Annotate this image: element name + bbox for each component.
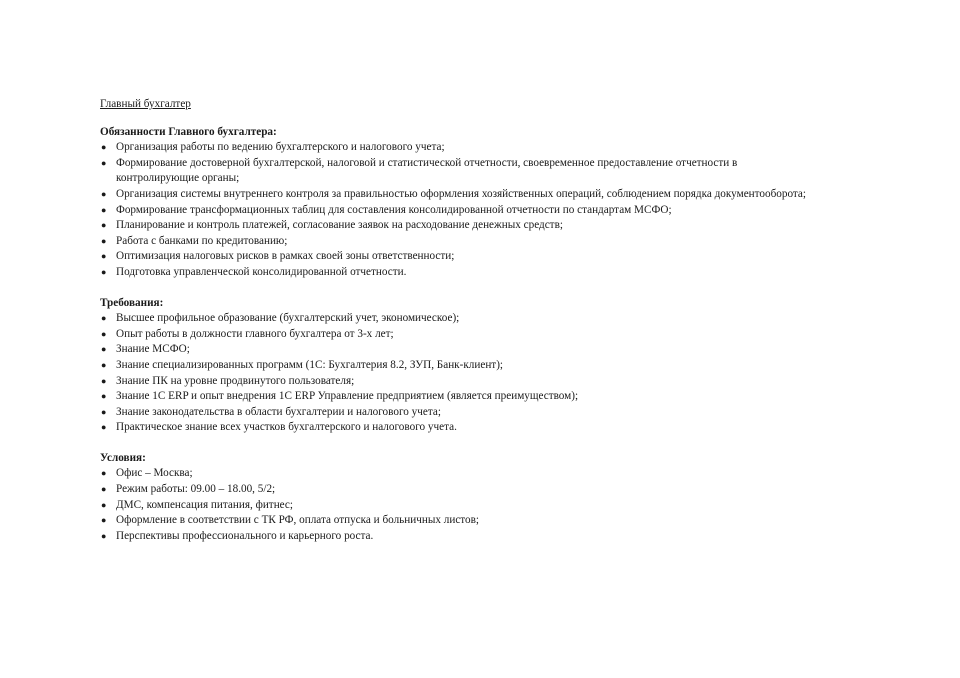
bullet-icon: ● bbox=[101, 328, 107, 339]
list-item: ● Опыт работы в должности главного бухгалтера от 3-х лет; bbox=[100, 327, 820, 343]
section-heading: Обязанности Главного бухгалтера: bbox=[100, 125, 277, 138]
document-page bbox=[100, 97, 820, 559]
list-item: ● Перспективы профессионального и карьерного роста. bbox=[100, 529, 820, 545]
list-item: ● Планирование и контроль платежей, согласование заявок на расходование денежных средств; bbox=[100, 218, 820, 234]
bullet-icon: ● bbox=[101, 266, 107, 277]
bullet-icon: ● bbox=[101, 142, 107, 153]
list-item: ● Оформление в соответствии с ТК РФ, оплата отпуска и больничных листов; bbox=[100, 513, 820, 529]
requirements-section bbox=[100, 296, 820, 436]
bullet-icon: ● bbox=[101, 484, 107, 495]
bullet-icon: ● bbox=[101, 313, 107, 324]
list-item: ● Работа с банками по кредитованию; bbox=[100, 234, 820, 250]
list-item: ● Практическое знание всех участков бухгалтерского и налогового учета. bbox=[100, 420, 820, 436]
bullet-icon: ● bbox=[101, 499, 107, 510]
list-item: ● Знание МСФО; bbox=[100, 342, 820, 358]
bullet-icon: ● bbox=[101, 157, 107, 168]
list-item: ● ДМС, компенсация питания, фитнес; bbox=[100, 498, 820, 514]
list-item: ● Режим работы: 09.00 – 18.00, 5/2; bbox=[100, 482, 820, 498]
bullet-icon: ● bbox=[101, 515, 107, 526]
bullet-icon: ● bbox=[101, 391, 107, 402]
bullet-icon: ● bbox=[101, 188, 107, 199]
list-item: ● Знание ПК на уровне продвинутого пользователя; bbox=[100, 374, 820, 390]
list-item: ● Подготовка управленческой консолидированной отчетности. bbox=[100, 265, 820, 281]
requirements-list bbox=[100, 311, 820, 436]
list-item: ● Знание специализированных программ (1С: Бухгалтерия 8.2, ЗУП, Банк-клиент); bbox=[100, 358, 820, 374]
bullet-icon: ● bbox=[101, 422, 107, 433]
list-item: ● Знание 1С ERP и опыт внедрения 1С ERP Управление предприятием (является преимуществом); bbox=[100, 389, 820, 405]
bullet-icon: ● bbox=[101, 251, 107, 262]
conditions-list bbox=[100, 466, 820, 544]
list-item: ● Организация системы внутреннего контроля за правильностью оформления хозяйственных операций, соблюдением порядка документооборота; bbox=[100, 187, 820, 203]
bullet-icon: ● bbox=[101, 468, 107, 479]
document-title: Главный бухгалтер bbox=[100, 98, 191, 110]
bullet-icon: ● bbox=[101, 359, 107, 370]
section-heading: Требования: bbox=[100, 296, 164, 309]
bullet-icon: ● bbox=[101, 375, 107, 386]
list-item: ● Формирование трансформационных таблиц для составления консолидированной отчетности по стандартам МСФО; bbox=[100, 203, 820, 219]
section-heading: Условия: bbox=[100, 451, 146, 464]
list-item: ● Высшее профильное образование (бухгалтерский учет, экономическое); bbox=[100, 311, 820, 327]
list-item: ● Знание законодательства в области бухгалтерии и налогового учета; bbox=[100, 405, 820, 421]
bullet-icon: ● bbox=[101, 406, 107, 417]
bullet-icon: ● bbox=[101, 235, 107, 246]
bullet-icon: ● bbox=[101, 344, 107, 355]
list-item: ● Организация работы по ведению бухгалтерского и налогового учета; bbox=[100, 140, 820, 156]
list-item: ● Офис – Москва; bbox=[100, 466, 820, 482]
bullet-icon: ● bbox=[101, 220, 107, 231]
list-item: ● Оптимизация налоговых рисков в рамках своей зоны ответственности; bbox=[100, 249, 820, 265]
bullet-icon: ● bbox=[101, 204, 107, 215]
bullet-icon: ● bbox=[101, 530, 107, 541]
conditions-section bbox=[100, 451, 820, 545]
duties-section bbox=[100, 125, 820, 281]
duties-list bbox=[100, 140, 820, 280]
list-item: ● Формирование достоверной бухгалтерской, налоговой и статистической отчетности, своевременное предоставление отчетности в контролирующие органы; bbox=[101, 156, 738, 185]
